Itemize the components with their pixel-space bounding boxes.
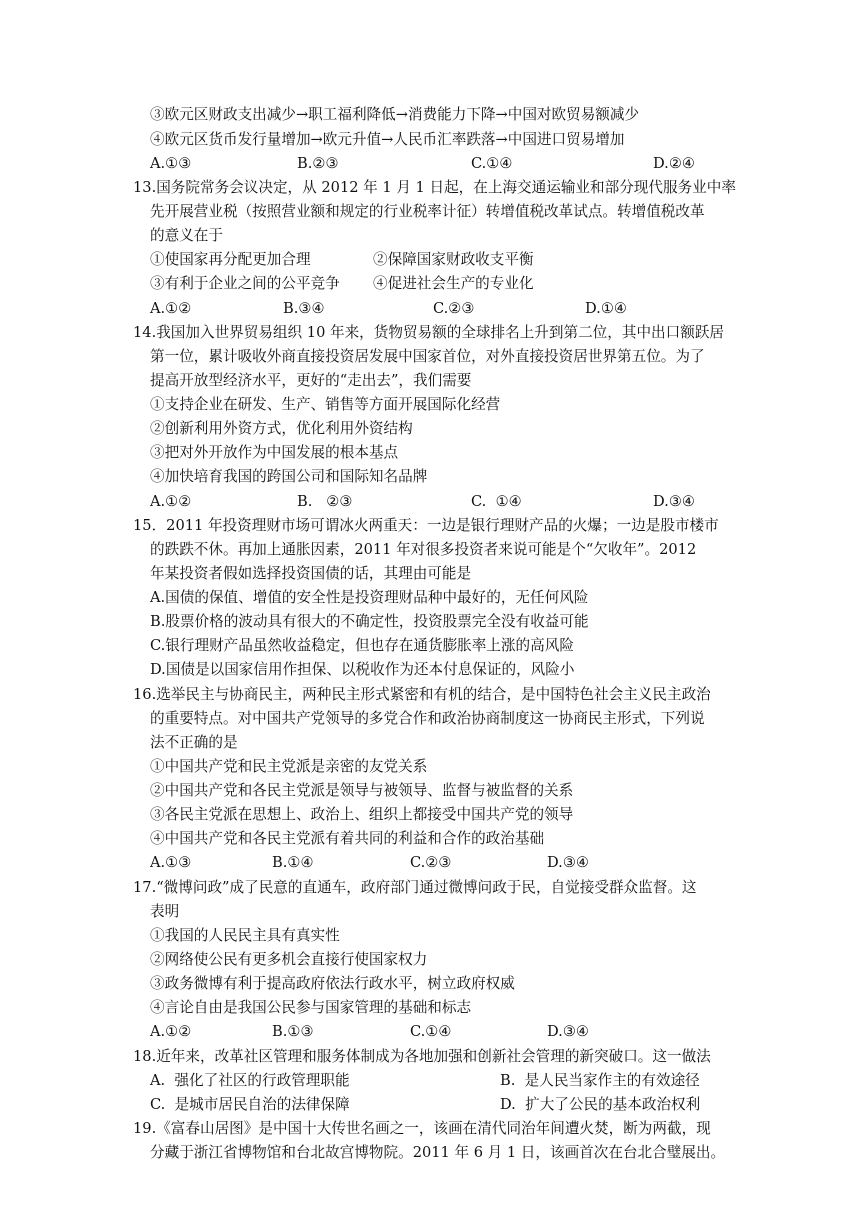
- q13-option-a: A.①②: [150, 300, 192, 317]
- q13-option-d: D.①④: [585, 300, 627, 317]
- q15-option-a: A.国债的保值、增值的安全性是投资理财品种中最好的，无任何风险: [150, 589, 589, 606]
- q16-option-b: B.①④: [272, 854, 314, 871]
- q18-option-d: D. 扩大了公民的基本政治权利: [500, 1096, 701, 1113]
- q16-stem-line: 的重要特点。对中国共产党领导的多党合作和政治协商制度这一协商民主形式，下列说: [150, 710, 705, 727]
- q12-option-d: D.②④: [653, 155, 695, 172]
- q14-item-4: ④加快培育我国的跨国公司和国际知名品牌: [150, 468, 428, 485]
- q13-stem-line: 的意义在于: [150, 227, 223, 244]
- q16-item-4: ④中国共产党和各民主党派有着共同的利益和合作的政治基础: [150, 830, 545, 847]
- q14-option-d: D.③④: [653, 493, 695, 510]
- q16-option-c: C.②③: [410, 854, 452, 871]
- q13-item-3: ③有利于企业之间的公平竞争: [150, 275, 340, 292]
- q13-stem-line: 先开展营业税（按照营业额和规定的行业税率计征）转增值税改革试点。转增值税改革: [150, 203, 705, 220]
- q19-stem-line: 分藏于浙江省博物馆和台北故宫博物院。2011 年 6 月 1 日，该画首次在台北合璧展出。: [150, 1144, 726, 1161]
- q17-option-b: B.①③: [272, 1023, 314, 1040]
- q16-stem-line: 法不正确的是: [150, 734, 238, 751]
- q16-item-1: ①中国共产党和民主党派是亲密的友党关系: [150, 758, 428, 775]
- q13-option-b: B.③④: [283, 300, 325, 317]
- q16-item-3: ③各民主党派在思想上、政治上、组织上都接受中国共产党的领导: [150, 806, 574, 823]
- q14-option-c: C. ①④: [471, 493, 522, 510]
- q14-option-a: A.①②: [150, 493, 192, 510]
- q14-item-3: ③把对外开放作为中国发展的根本基点: [150, 444, 399, 461]
- q13-item-1: ①使国家再分配更加合理: [150, 251, 311, 268]
- q17-option-c: C.①④: [410, 1023, 452, 1040]
- q14-stem-line: 14.我国加入世界贸易组织 10 年来，货物贸易额的全球排名上升到第二位，其中出口额跃居: [133, 324, 725, 341]
- q17-option-a: A.①②: [150, 1023, 192, 1040]
- q17-item-1: ①我国的人民民主具有真实性: [150, 927, 340, 944]
- q14-item-2: ②创新利用外资方式，优化利用外资结构: [150, 420, 413, 437]
- q15-stem-line: 的跌跌不休。再加上通胀因素，2011 年对很多投资者来说可能是个“欠收年”。2012: [150, 541, 697, 558]
- q13-item-2: ②保障国家财政收支平衡: [373, 251, 534, 268]
- q17-item-3: ③政务微博有利于提高政府依法行政水平，树立政府权威: [150, 975, 515, 992]
- q17-item-2: ②网络使公民有更多机会直接行使国家权力: [150, 951, 428, 968]
- q12-item-4: ④欧元区货币发行量增加→欧元升值→人民币汇率跌落→中国进口贸易增加: [150, 131, 625, 148]
- q12-item-3: ③欧元区财政支出减少→职工福利降低→消费能力下降→中国对欧贸易额减少: [150, 106, 640, 123]
- q16-stem-line: 16.选举民主与协商民主，两种民主形式紧密和有机的结合，是中国特色社会主义民主政治: [133, 686, 711, 703]
- q14-option-b: B. ②③: [297, 493, 353, 510]
- q12-option-b: B.②③: [297, 155, 339, 172]
- q12-option-c: C.①④: [471, 155, 513, 172]
- q17-item-4: ④言论自由是我国公民参与国家管理的基础和标志: [150, 999, 472, 1016]
- q15-option-c: C.银行理财产品虽然收益稳定，但也存在通货膨胀率上涨的高风险: [150, 637, 574, 654]
- q18-stem-line: 18.近年来，改革社区管理和服务体制成为各地加强和创新社会管理的新突破口。这一做法: [133, 1048, 711, 1065]
- q16-option-a: A.①③: [150, 854, 192, 871]
- q15-option-d: D.国债是以国家信用作担保、以税收作为还本付息保证的，风险小: [150, 661, 575, 678]
- q17-stem-line: 17.“微博问政”成了民意的直通车，政府部门通过微博问政于民，自觉接受群众监督。这: [133, 879, 697, 896]
- q19-stem-line: 19.《富春山居图》是中国十大传世名画之一，该画在清代同治年间遭火焚，断为两截，现: [133, 1120, 711, 1137]
- q14-item-1: ①支持企业在研发、生产、销售等方面开展国际化经营: [150, 396, 501, 413]
- q13-item-4: ④促进社会生产的专业化: [373, 275, 534, 292]
- q13-stem-line: 13.国务院常务会议决定，从 2012 年 1 月 1 日起，在上海交通运输业和部分现代服务业中率: [133, 179, 736, 196]
- q16-option-d: D.③④: [547, 854, 589, 871]
- q14-stem-line: 第一位，累计吸收外商直接投资居发展中国家首位，对外直接投资居世界第五位。为了: [150, 348, 705, 365]
- q17-stem-line: 表明: [150, 903, 180, 920]
- q13-option-c: C.②③: [433, 300, 475, 317]
- q15-stem-line: 年某投资者假如选择投资国债的话，其理由可能是: [150, 565, 472, 582]
- q17-option-d: D.③④: [547, 1023, 589, 1040]
- q18-option-c: C. 是城市居民自治的法律保障: [150, 1096, 350, 1113]
- q14-stem-line: 提高开放型经济水平，更好的“走出去”，我们需要: [150, 372, 472, 389]
- q18-option-b: B. 是人民当家作主的有效途径: [500, 1072, 700, 1089]
- q12-option-a: A.①③: [150, 155, 192, 172]
- q15-stem-line: 15．2011 年投资理财市场可谓冰火两重天：一边是银行理财产品的火爆；一边是股市楼市: [133, 517, 719, 534]
- q18-option-a: A. 强化了社区的行政管理职能: [150, 1072, 350, 1089]
- q16-item-2: ②中国共产党和各民主党派是领导与被领导、监督与被监督的关系: [150, 782, 574, 799]
- q15-option-b: B.股票价格的波动具有很大的不确定性，投资股票完全没有收益可能: [150, 613, 589, 630]
